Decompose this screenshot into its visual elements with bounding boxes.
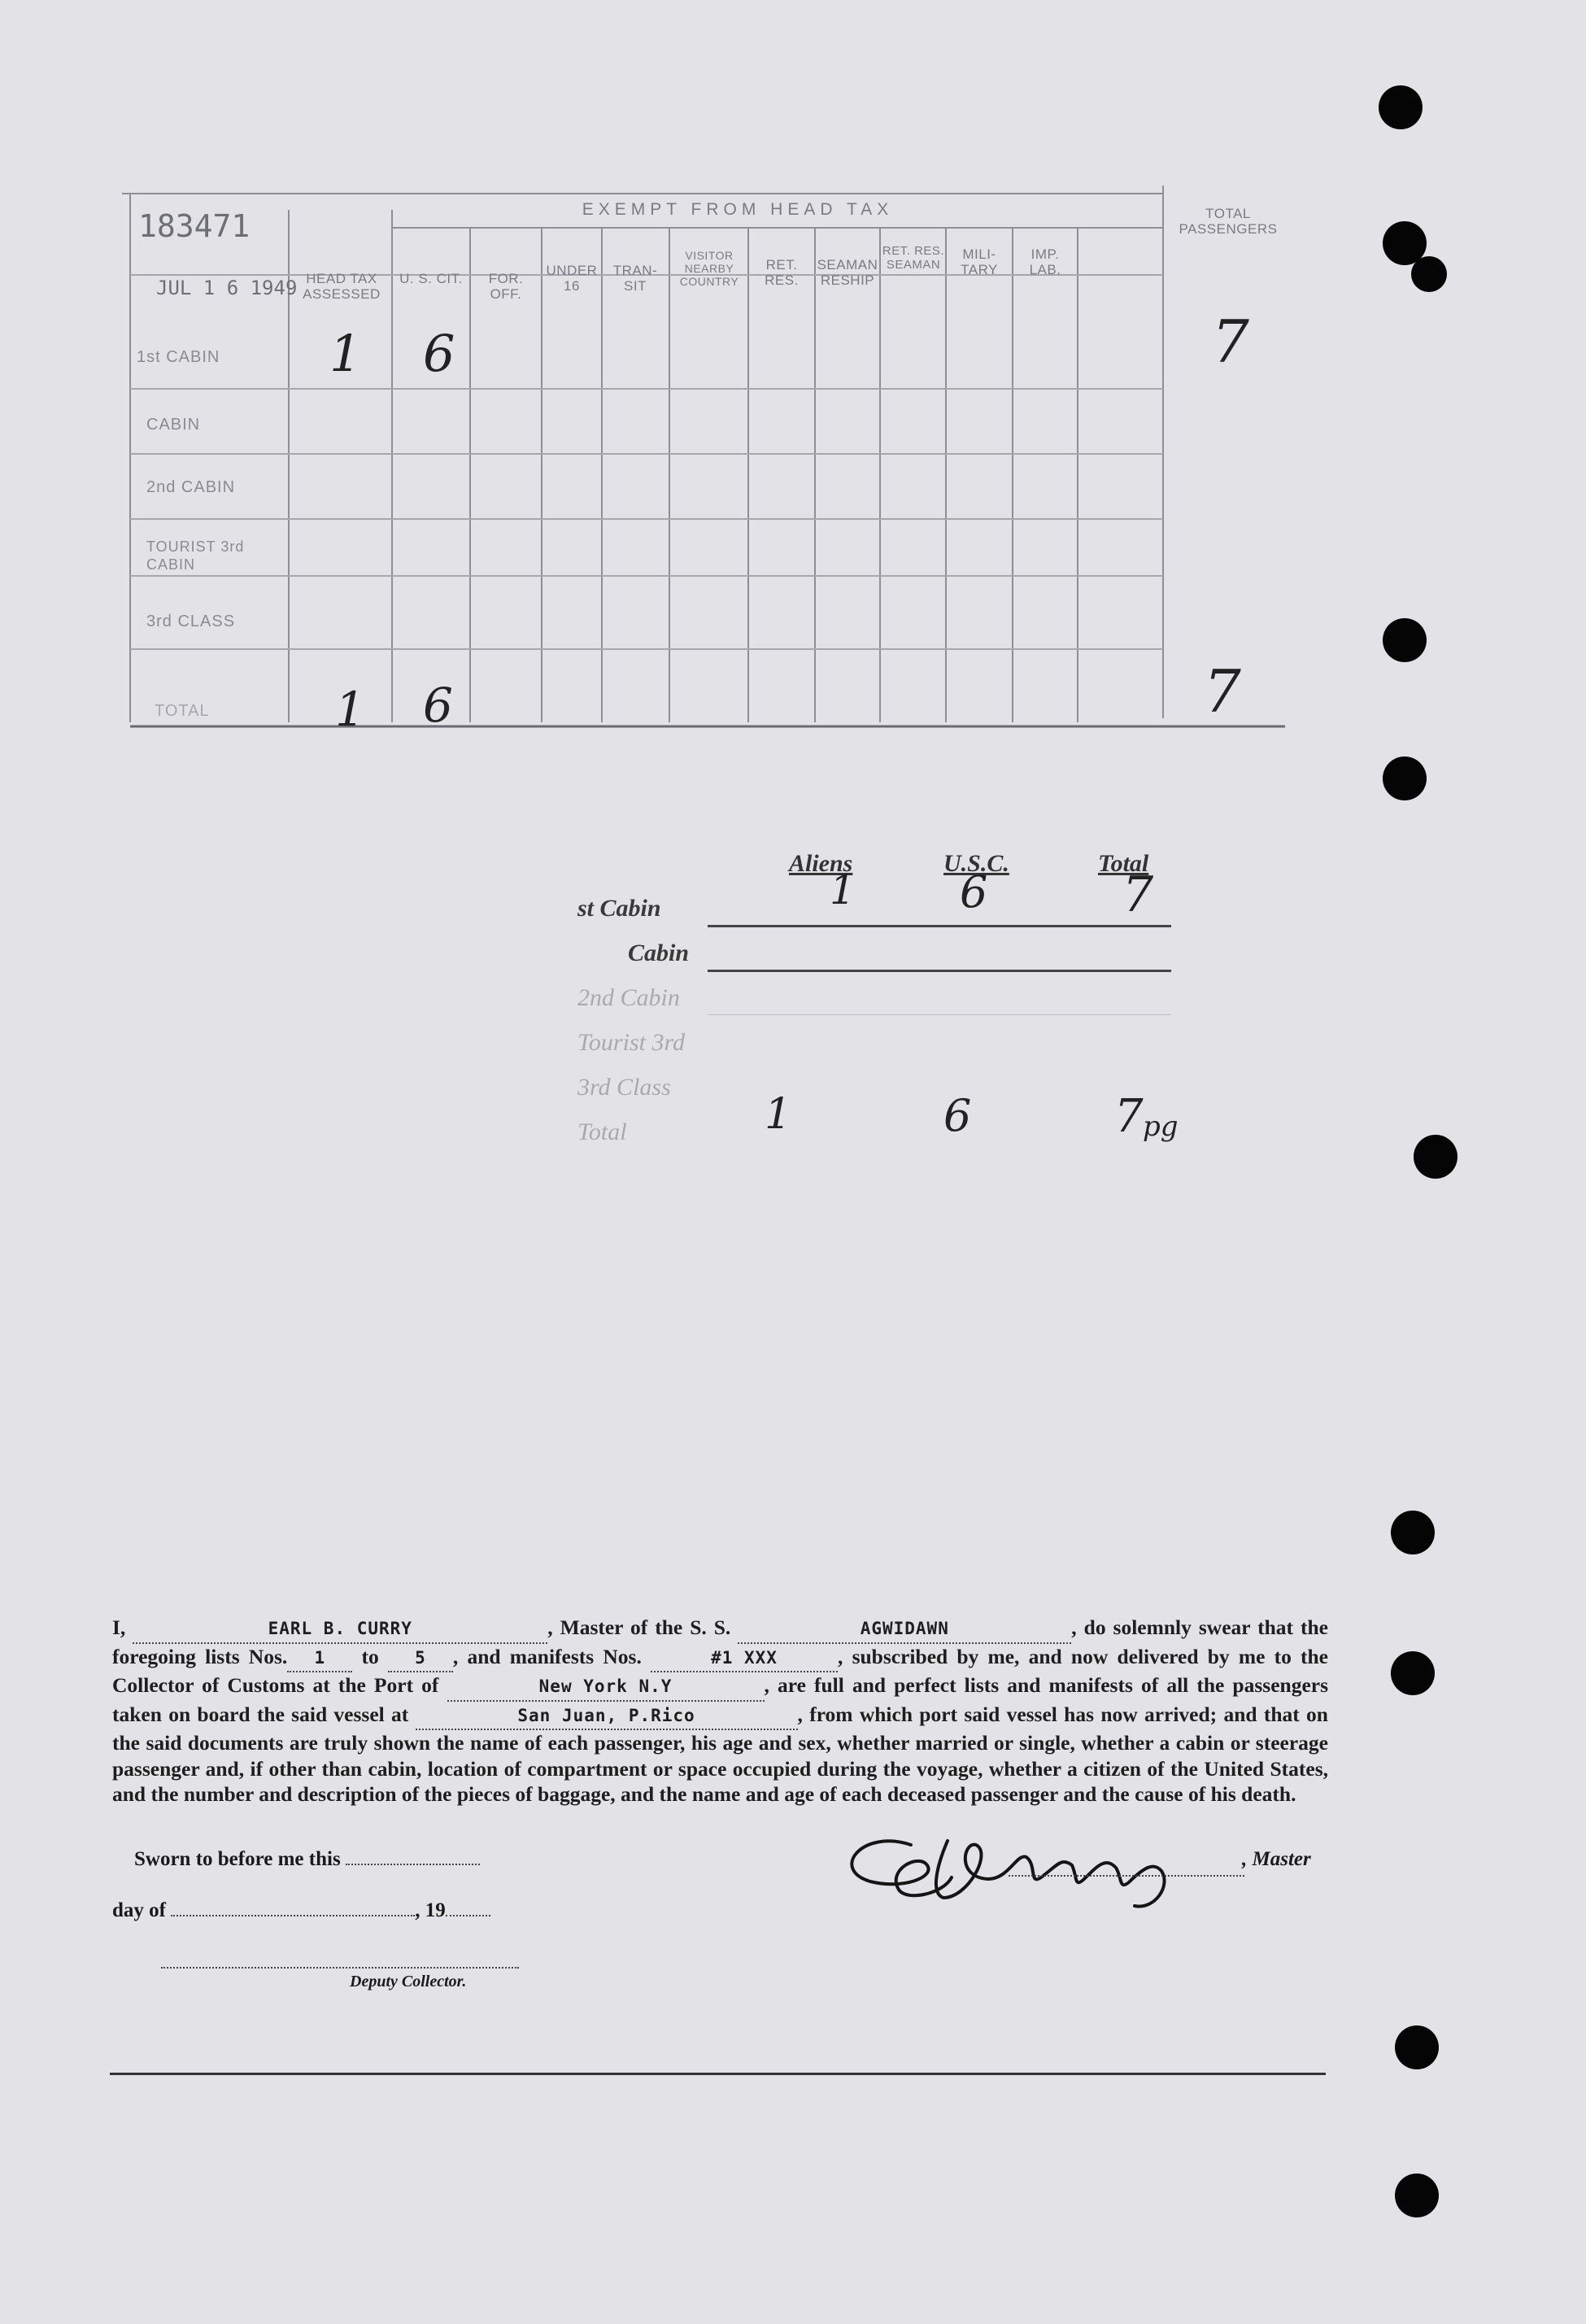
- departure-port-field: San Juan, P.Rico: [416, 1703, 798, 1731]
- master-label: , Master: [1242, 1848, 1311, 1870]
- col-seaman-reship: SEAMAN RESHIP: [817, 257, 878, 288]
- day-of-line: [112, 1899, 490, 1922]
- stamp-date: JUL 1 6 1949: [156, 277, 298, 299]
- sworn-line: [134, 1848, 480, 1871]
- oath-text: , and manifests Nos.: [452, 1644, 651, 1668]
- col-ret-res-seaman: RET. RES. SEAMAN: [882, 244, 945, 272]
- total-total: 7: [1204, 657, 1241, 726]
- oath-text: to: [352, 1644, 388, 1668]
- binder-hole: [1383, 756, 1427, 800]
- total-head-tax: 1: [335, 682, 365, 737]
- master-oath-paragraph: [112, 1615, 1328, 1807]
- year-prefix: , 19: [415, 1899, 446, 1921]
- binder-hole: [1379, 85, 1423, 129]
- row-label-tourist: TOURIST 3rd CABIN: [146, 538, 245, 573]
- binder-hole: [1391, 1511, 1435, 1554]
- sworn-text: Sworn to before me this: [134, 1848, 341, 1870]
- tally-1st-aliens: 1: [830, 866, 856, 913]
- day-field: [171, 1915, 415, 1916]
- manifests-field: #1 XXX: [651, 1646, 838, 1673]
- oath-text: , Master of the S. S.: [547, 1615, 739, 1639]
- first-cabin-head-tax: 1: [329, 324, 362, 383]
- tally-total-note: pg: [1143, 1110, 1179, 1143]
- oath-text: , from which port said vessel has now arrived; and that on the said documents are truly shown the name of each passenger, his age and sex, whether married or single, whether a cabin or steerage passenger and, if other than cabin, location of compartment or space occupied during the voyage, whether a citizen of the United States, and the number and description of the pieces of baggage, and the name and age of each deceased passenger and the cause of his death.: [112, 1702, 1328, 1806]
- col-for-off: FOR. OFF.: [488, 271, 524, 302]
- port-field: New York N.Y: [447, 1674, 765, 1702]
- binder-hole: [1383, 618, 1427, 662]
- tally-label-3rd-class: 3rd Class: [577, 1074, 671, 1101]
- lists-from-field: 1: [287, 1646, 352, 1673]
- first-cabin-us-cit: 6: [423, 324, 455, 383]
- tally-rule: [708, 970, 1171, 972]
- bottom-rule: [110, 2073, 1326, 2075]
- row-label-2nd-cabin: 2nd CABIN: [146, 478, 236, 496]
- col-imp-lab: IMP. LAB.: [1029, 246, 1061, 277]
- tally-header-total: Total: [1098, 850, 1149, 877]
- row-label-cabin: CABIN: [146, 416, 201, 434]
- head-tax-stamp-table: [122, 185, 1285, 767]
- oath-text: , subscribed by me, and now delivered by me to the Collector of Customs at the Port of: [112, 1644, 1329, 1697]
- stamp-number: 183471: [138, 208, 251, 244]
- master-signature: [813, 1820, 1236, 1914]
- vessel-name-field: AGWIDAWN: [738, 1616, 1071, 1644]
- binder-hole: [1395, 2025, 1439, 2069]
- col-us-cit: U. S. CIT.: [399, 271, 463, 286]
- signature-scribble: [813, 1820, 1236, 1914]
- binder-hole: [1414, 1135, 1457, 1179]
- tally-1st-total: 7: [1122, 866, 1154, 923]
- day-of-text: day of: [112, 1899, 166, 1921]
- total-us-cit: 6: [423, 678, 453, 733]
- sworn-date-field: [346, 1864, 480, 1865]
- row-label-1st-cabin: 1st CABIN: [137, 348, 220, 366]
- tally-total-total: 7: [1114, 1090, 1144, 1143]
- oath-text: I,: [112, 1615, 133, 1639]
- master-signature-line: [1009, 1875, 1244, 1877]
- tally-total-aliens: 1: [765, 1090, 792, 1139]
- tally-label-2nd-cabin: 2nd Cabin: [577, 984, 680, 1011]
- first-cabin-total: 7: [1212, 307, 1249, 376]
- col-visitor: VISITOR NEARBY COUNTRY: [679, 249, 739, 288]
- master-name-field: EARL B. CURRY: [133, 1616, 547, 1644]
- tally-header-usc: U.S.C.: [943, 850, 1009, 877]
- oath-text: , do solemnly swear that the foregoing lists Nos.: [112, 1615, 1328, 1668]
- lists-to-field: 5: [388, 1646, 453, 1673]
- passenger-tally: [569, 838, 1204, 1188]
- tally-total-usc: 6: [943, 1090, 972, 1141]
- group-header: EXEMPT FROM HEAD TAX: [582, 200, 894, 219]
- tally-rule: [708, 925, 1171, 927]
- row-label-3rd-class: 3rd CLASS: [146, 613, 236, 630]
- binder-hole: [1391, 1651, 1435, 1695]
- col-total-passengers: TOTAL PASSENGERS: [1179, 206, 1278, 237]
- row-label-total: TOTAL: [155, 702, 210, 720]
- tally-1st-usc: 6: [960, 866, 988, 918]
- deputy-signature-line: [161, 1967, 519, 1969]
- year-field: [446, 1915, 490, 1916]
- col-under-16: UNDER 16: [546, 263, 598, 294]
- tally-label-tourist: Tourist 3rd: [577, 1029, 686, 1056]
- tally-label-cabin: Cabin: [628, 940, 690, 966]
- oath-text: , are full and perfect lists and manifests of all the passengers taken on board the said vessel at: [112, 1673, 1329, 1726]
- tally-header-aliens: Aliens: [789, 850, 853, 877]
- col-head-tax: HEAD TAX ASSESSED: [303, 271, 381, 302]
- col-ret-res: RET. RES.: [765, 257, 799, 288]
- tally-label-1st-cabin: st Cabin: [577, 895, 661, 922]
- binder-hole: [1395, 2174, 1439, 2217]
- col-transit: TRAN- SIT: [612, 263, 658, 294]
- binder-hole: [1411, 256, 1447, 292]
- tally-label-total: Total: [577, 1118, 627, 1145]
- deputy-collector-label: Deputy Collector.: [350, 1973, 467, 1990]
- col-military: MILI- TARY: [961, 246, 998, 277]
- tally-rule: [708, 1014, 1171, 1015]
